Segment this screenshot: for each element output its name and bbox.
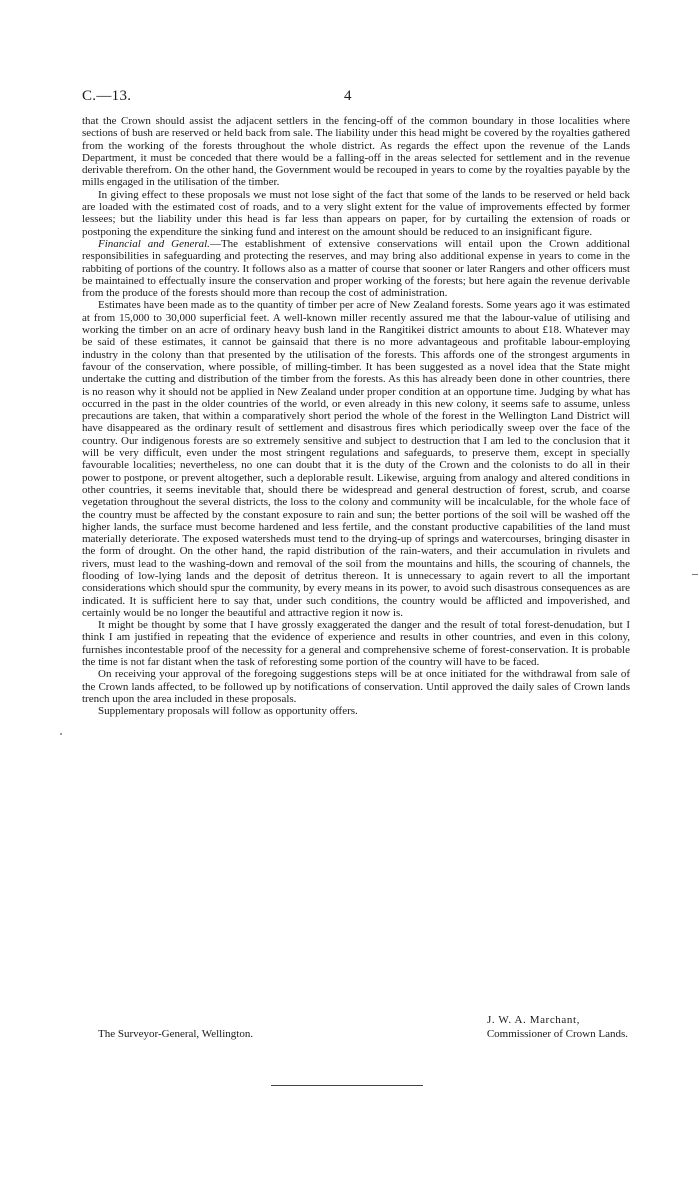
- paragraph: In giving effect to these proposals we must not lose sight of the fact that some of the lands to be reserved or held back are loaded with the estimated cost of roads, and to a very slight extent for the value of improvements effected by former lessees; but the liability under this head is far less than appears on paper, for by curtailing the extension of roads or postponing the expenditure the sinking fund and interest on the amount should be reduced to an insignificant figure.: [82, 188, 630, 238]
- page-number: 4: [344, 88, 352, 104]
- body-text: [82, 115, 630, 718]
- page-header: [82, 88, 630, 110]
- end-rule: [271, 1085, 423, 1086]
- document-reference: C.—13.: [82, 88, 132, 104]
- paragraph: Supplementary proposals will follow as opportunity offers.: [98, 705, 358, 718]
- section-heading: Financial and General.: [98, 237, 210, 250]
- paragraph-text: —The establishment of extensive conservations will entail upon the Crown additional responsibilities in safeguarding and protecting the reserves, and may bring also additional expense in years to come in the rabbiting of portions of the country. It follows also as a matter of course that sooner or later Rangers and other officers must be maintained to effectually insure the conservation and proper working of the forests; but here again the revenue derivable from the produce of the forests should more than recoup the cost of administration.: [82, 237, 630, 300]
- paragraph: that the Crown should assist the adjacent settlers in the fencing-off of the common boundary in those localities where sections of bush are reserved or held back from sale. The liability under this head might be covered by the royalties gathered from the working of the forests throughout the whole district. As regards the effect upon the revenue of the Lands Department, it must be conceded that there would be a falling-off in the areas selected for settlement and in the revenue derivable therefrom. On the other hand, the Government would be recouped in years to come by the royalties payable by the mills engaged in the utilisation of the timber.: [82, 115, 630, 189]
- addressee: The Surveyor-General, Wellington.: [98, 1028, 254, 1040]
- paragraph: [82, 238, 630, 299]
- signature-block: [82, 1014, 630, 1044]
- signatory-name: J. W. A. Marchant,: [487, 1014, 580, 1026]
- paragraph: It might be thought by some that I have grossly exaggerated the danger and the result of total forest-denudation, but I think I am justified in repeating that the evidence of experience and results in other countries, and even in this colony, furnishes incontestable proof of the necessity for a general and comprehensive scheme of forest-conservation. It is probable the time is not far distant when the task of reforesting some portion of the country will have to be faced.: [82, 619, 630, 669]
- signatory-title: Commissioner of Crown Lands.: [486, 1028, 628, 1040]
- paragraph: Estimates have been made as to the quantity of timber per acre of New Zealand forests. Some years ago it was estimated at from 15,000 to 30,000 superficial feet. A well-known miller recently assured me that the labour-value of utilising and working the timber on an acre of ordinary heavy bush land in the Rangitikei district amounts to about £18. Whatever may be said of these estimates, it cannot be gainsaid that there is no more advantageous and profitable labour-employing industry in the colony than that presented by the utilisation of the forests. This affords one of the strongest arguments in favour of the conservation, where possible, of milling-timber. It has been suggested as a novel idea that the State might undertake the cutting and distribution of the timber from the forests. As this has already been done in other countries, there is no reason why it should not be applied in New Zealand under proper condition at an opportune time. Judging by what has occurred in the past in the older countries of the world, or even already in this new colony, it seems safe to assume, unless precautions are taken, that within a comparatively short period the whole of the forest in the Wellington Land District will have disappeared as the ordinary result of settlement and disastrous fires which periodically sweep over the face of the country. Our indigenous forests are so extremely sensitive and subject to destruction that I am led to the conclusion that it will be very difficult, even under the most stringent regulations and safeguards, to preserve them, except in specially favourable localities; nevertheless, no one can doubt that it is the duty of the Crown and the colonists to do all in their power to postpone, or prevent altogether, such a deplorable result. Likewise, arguing from analogy and altered conditions in other countries, it seems inevitable that, should there be widespread and general destruction of forest, scrub, and coarse vegetation throughout the several districts, the loss to the colony and community will be incalculable, for the whole face of the country must be affected by the constant exposure to rain and sun; the better portions of the soil will be washed off the higher lands, the surface must become hardened and less fertile, and the constant productive capabilities of the land must materially deteriorate. The exposed watersheds must tend to the drying-up of springs and watercourses, bringing disaster in the form of drought. On the other hand, the rapid distribution of the rain-waters, and their accumulation in rivulets and rivers, must lead to the washing-down and removal of the soil from the mountains and hills, the scouring of channels, the flooding of low-lying lands and the deposit of detritus thereon. It is unnecessary to again revert to all the important considerations which should spur the community, by every means in its power, to avoid such disastrous consequences as are indicated. It is sufficient here to say that, under such conditions, the country would be afflicted and impoverished, and certainly would be no longer the beautiful and attractive region it now is.: [82, 299, 630, 619]
- margin-mark: [692, 574, 698, 575]
- paragraph: On receiving your approval of the foregoing suggestions steps will be at once initiated for the withdrawal from sale of the Crown lands affected, to be followed up by notifications of conservation. Until approved the daily sales of Crown lands trench upon the area included in these proposals.: [82, 668, 630, 705]
- margin-dot: [60, 733, 62, 735]
